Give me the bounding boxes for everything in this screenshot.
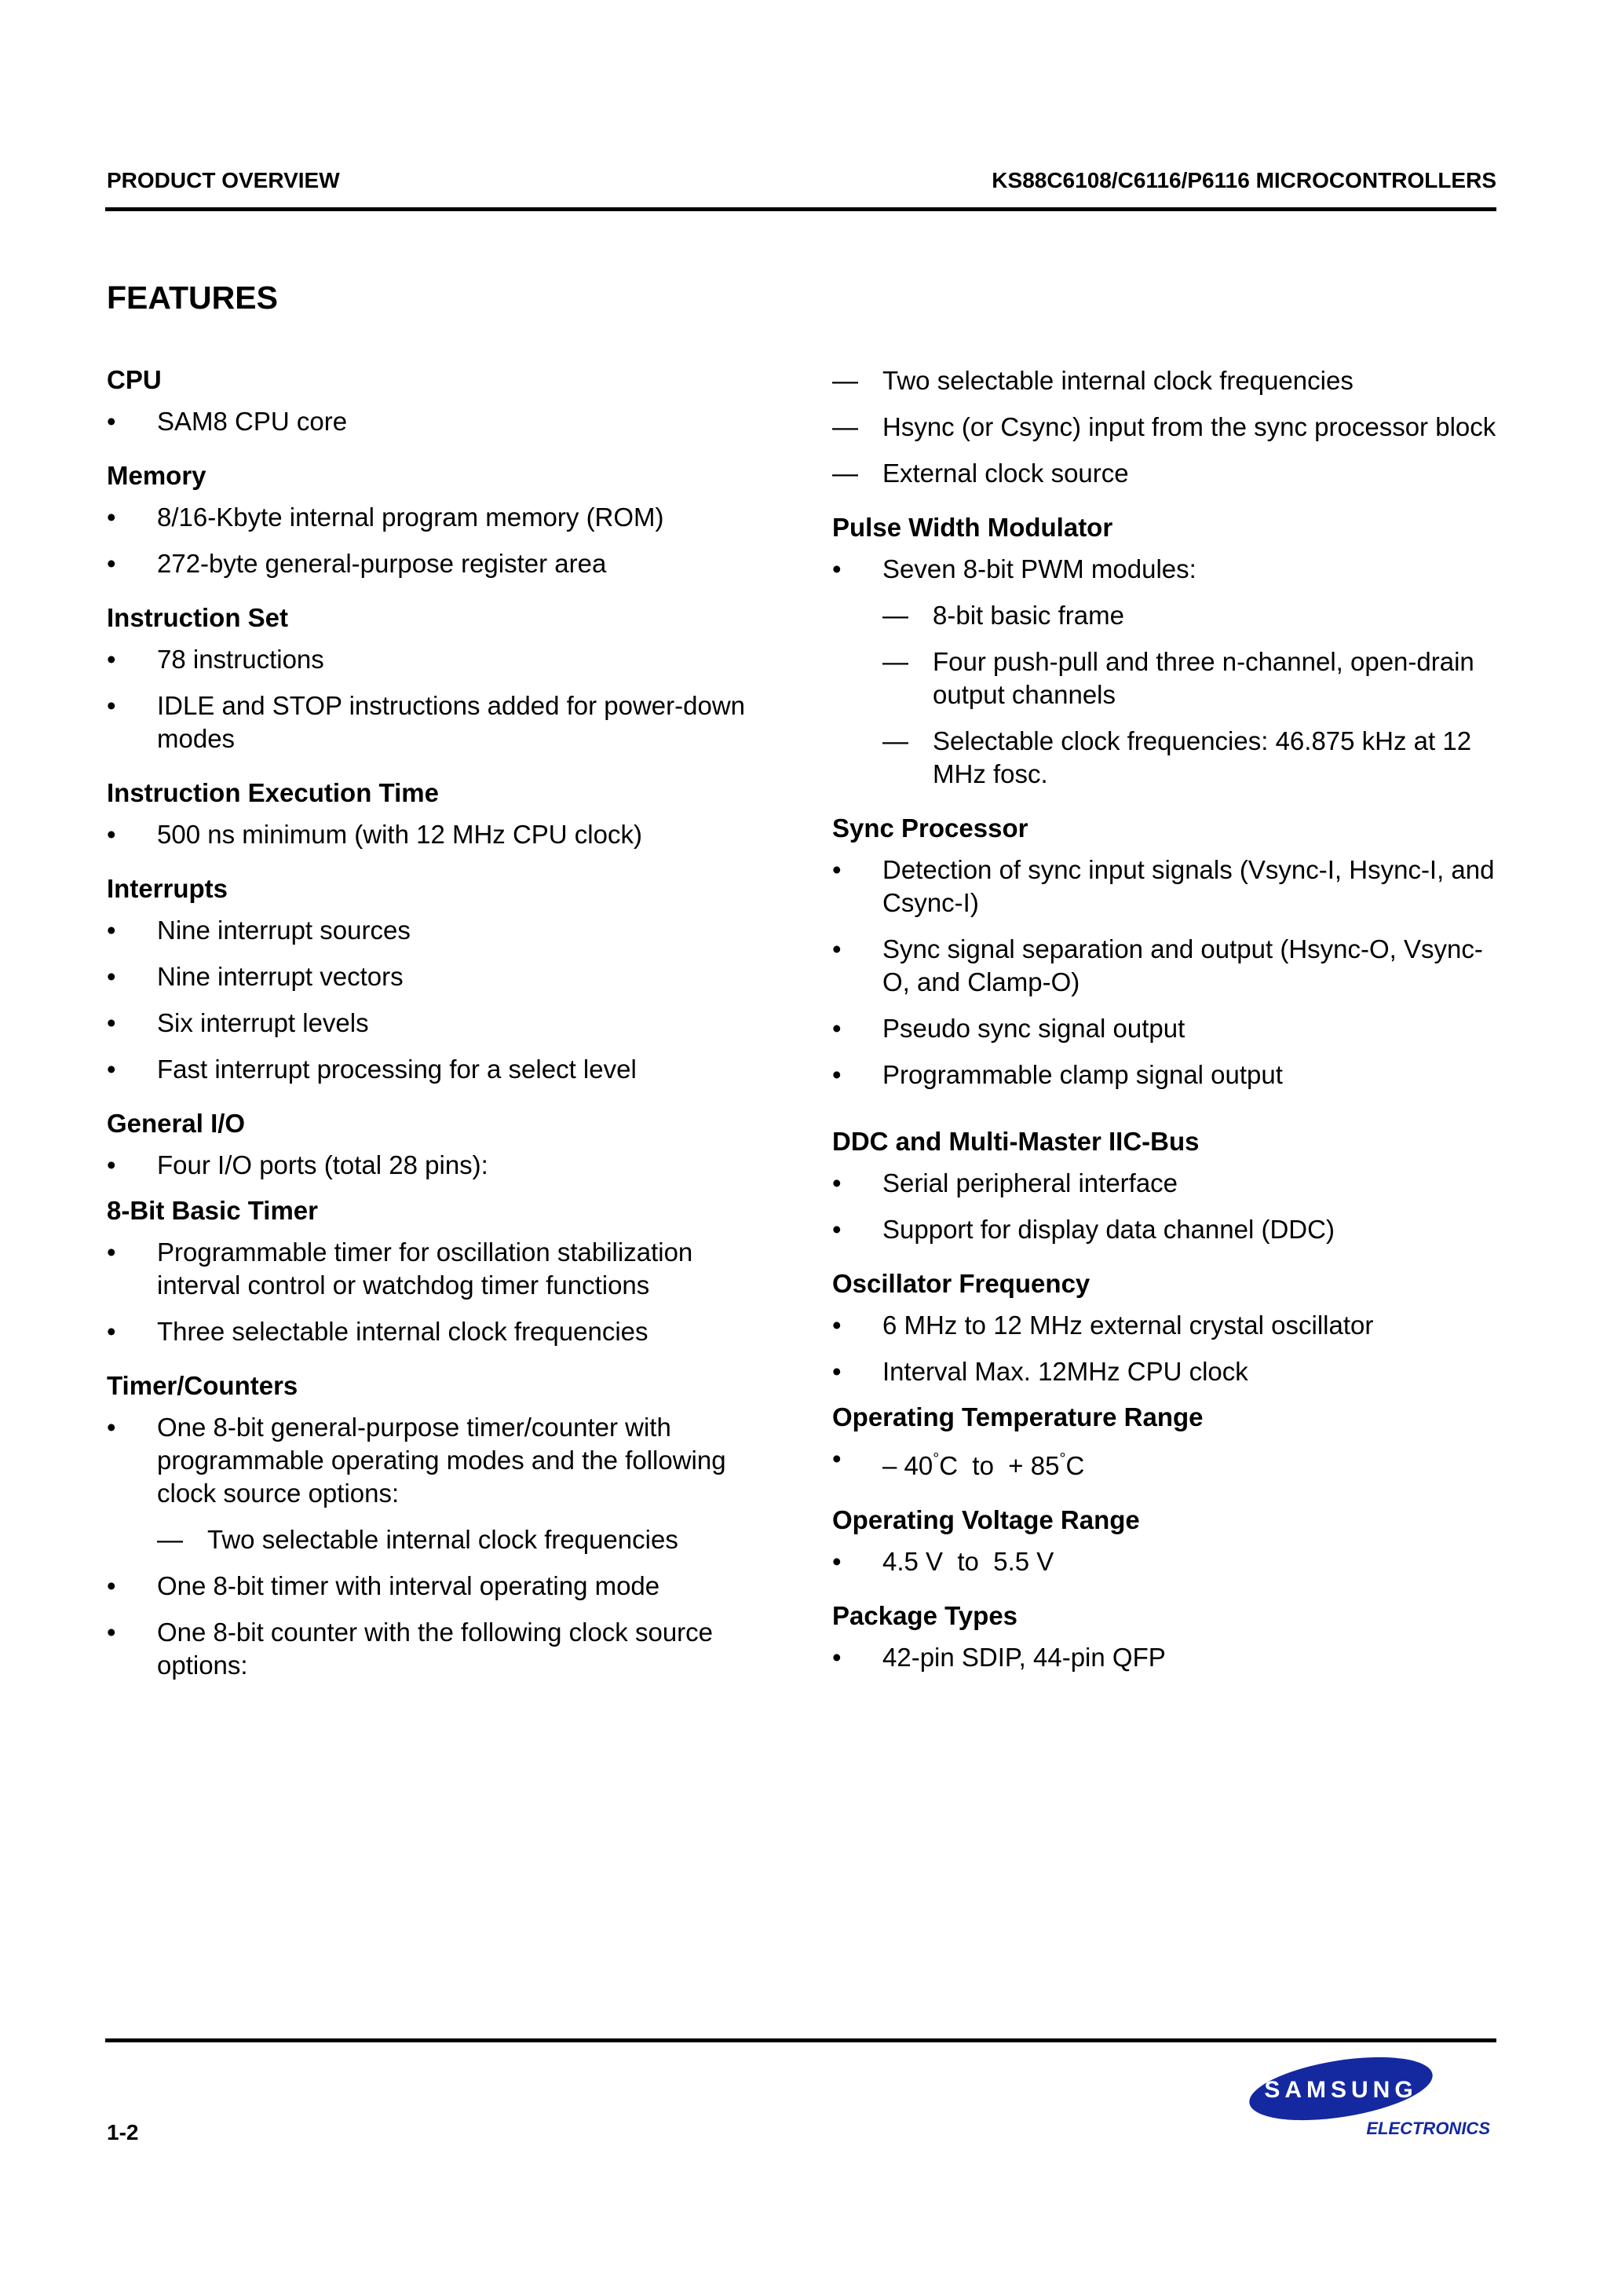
section-memory xyxy=(107,460,782,580)
list-item xyxy=(107,1411,782,1510)
item-text: Three selectable internal clock frequencies xyxy=(157,1317,648,1346)
list-item xyxy=(107,1616,782,1682)
header-rule xyxy=(105,207,1496,211)
bullet-icon: • xyxy=(832,934,842,963)
section-title: Sync Processor xyxy=(832,813,1028,843)
section-title: General I/O xyxy=(107,1109,246,1138)
section-title: Instruction Execution Time xyxy=(107,778,439,807)
list-item xyxy=(832,933,1500,999)
sub-list-item xyxy=(832,364,1500,397)
item-text: Interval Max. 12MHz CPU clock xyxy=(882,1357,1248,1386)
sub-list-item xyxy=(157,1523,782,1556)
item-text: Two selectable internal clock frequencies xyxy=(882,366,1353,395)
dash-icon: — xyxy=(832,459,858,488)
dash-icon: — xyxy=(832,366,858,395)
temp-low: – 40 xyxy=(882,1451,933,1480)
item-text: Detection of sync input signals (Vsync-I, Hsync-I, and Csync-I) xyxy=(882,855,1495,917)
bullet-icon: • xyxy=(832,1357,842,1386)
item-text: External clock source xyxy=(882,459,1129,488)
section-interrupts xyxy=(107,873,782,1086)
list-item xyxy=(107,1149,782,1182)
item-text: Fast interrupt processing for a select level xyxy=(157,1055,637,1084)
logo-sub-text: ELECTRONICS xyxy=(1366,2119,1490,2138)
section-pwm xyxy=(832,512,1500,791)
section-execution-time xyxy=(107,777,782,851)
item-text: Two selectable internal clock frequencies xyxy=(207,1525,678,1554)
list-item xyxy=(832,1213,1500,1246)
list-item xyxy=(107,689,782,755)
list-item xyxy=(107,501,782,534)
section-title: Pulse Width Modulator xyxy=(832,513,1113,542)
bullet-icon: • xyxy=(107,1150,116,1179)
item-text: Nine interrupt sources xyxy=(157,916,411,945)
page-number: 1-2 xyxy=(107,2120,139,2144)
list-item xyxy=(107,1570,782,1603)
section-oscillator xyxy=(832,1268,1500,1388)
section-timer-counters xyxy=(107,1370,782,1682)
degree-symbol: ° xyxy=(1059,1450,1066,1468)
dash-icon: — xyxy=(882,647,908,676)
section-title: 8-Bit Basic Timer xyxy=(107,1196,318,1225)
running-header-right: KS88C6108/C6116/P6116 MICROCONTROLLERS xyxy=(992,168,1496,192)
item-text: 78 instructions xyxy=(157,645,324,674)
logo-brand-text: SAMSUNG xyxy=(1264,2077,1418,2103)
list-item xyxy=(832,1442,1500,1483)
item-text: 500 ns minimum (with 12 MHz CPU clock) xyxy=(157,820,642,849)
samsung-logo xyxy=(1225,2056,1492,2142)
sub-list-item xyxy=(832,457,1500,490)
item-text: Six interrupt levels xyxy=(157,1008,369,1037)
bullet-icon: • xyxy=(832,1311,842,1340)
item-text: Programmable clamp signal output xyxy=(882,1060,1283,1089)
item-text: Nine interrupt vectors xyxy=(157,962,404,991)
temp-unit: C xyxy=(939,1451,959,1480)
sub-list-item xyxy=(882,599,1500,632)
list-item xyxy=(107,914,782,947)
bullet-icon: • xyxy=(107,1618,116,1647)
sub-list-item xyxy=(882,645,1500,711)
bullet-icon: • xyxy=(107,1413,116,1442)
temp-unit: C xyxy=(1065,1451,1085,1480)
sub-list-item xyxy=(882,725,1500,791)
temp-high: + 85 xyxy=(1008,1451,1060,1480)
section-title: Interrupts xyxy=(107,874,228,903)
item-text: 8/16-Kbyte internal program memory (ROM) xyxy=(157,503,664,532)
section-title: Oscillator Frequency xyxy=(832,1269,1090,1298)
list-item xyxy=(107,643,782,676)
right-column xyxy=(832,364,1500,1696)
bullet-icon: • xyxy=(832,1444,842,1473)
list-item xyxy=(832,1309,1500,1342)
bullet-icon: • xyxy=(107,1571,116,1600)
section-title: Memory xyxy=(107,461,206,490)
bullet-icon: • xyxy=(832,554,842,583)
dash-icon: — xyxy=(882,726,908,755)
section-title: Package Types xyxy=(832,1601,1018,1630)
bullet-icon: • xyxy=(107,549,116,578)
running-header-left: PRODUCT OVERVIEW xyxy=(107,168,340,192)
bullet-icon: • xyxy=(832,855,842,884)
list-item xyxy=(832,1641,1500,1674)
item-text: Selectable clock frequencies: 46.875 kHz at 12 MHz fosc. xyxy=(933,726,1472,788)
item-text: 4.5 V to 5.5 V xyxy=(882,1547,1054,1576)
section-voltage xyxy=(832,1504,1500,1578)
item-text: 42-pin SDIP, 44-pin QFP xyxy=(882,1643,1166,1672)
item-text: Pseudo sync signal output xyxy=(882,1014,1185,1043)
bullet-icon: • xyxy=(832,1643,842,1672)
page-title: FEATURES xyxy=(107,280,278,316)
dash-icon: — xyxy=(832,412,858,441)
list-item xyxy=(107,960,782,993)
left-column xyxy=(107,364,782,1704)
section-sync-processor xyxy=(832,813,1500,1091)
item-text: Four I/O ports (total 28 pins): xyxy=(157,1150,488,1179)
item-text: Four push-pull and three n-channel, open-drain output channels xyxy=(933,647,1474,709)
item-text: Serial peripheral interface xyxy=(882,1168,1178,1197)
list-item xyxy=(107,818,782,851)
list-item xyxy=(832,1058,1500,1091)
bullet-icon: • xyxy=(832,1014,842,1043)
list-item xyxy=(832,1355,1500,1388)
list-item xyxy=(832,553,1500,586)
dash-icon: — xyxy=(157,1525,183,1554)
item-text: Support for display data channel (DDC) xyxy=(882,1215,1335,1244)
bullet-icon: • xyxy=(107,691,116,720)
bullet-icon: • xyxy=(107,1238,116,1267)
list-item xyxy=(832,1545,1500,1578)
dash-icon: — xyxy=(882,601,908,630)
list-item xyxy=(107,1315,782,1348)
bullet-icon: • xyxy=(107,1055,116,1084)
bullet-icon: • xyxy=(107,1317,116,1346)
list-item xyxy=(107,1236,782,1302)
section-general-io xyxy=(107,1108,782,1182)
section-title: DDC and Multi-Master IIC-Bus xyxy=(832,1127,1200,1156)
bullet-icon: • xyxy=(107,407,116,436)
item-text: One 8-bit general-purpose timer/counter with programmable operating modes and the following clock source options: xyxy=(157,1413,726,1508)
section-title: Instruction Set xyxy=(107,603,289,632)
section-title: CPU xyxy=(107,365,162,394)
item-text: 6 MHz to 12 MHz external crystal oscillator xyxy=(882,1311,1374,1340)
section-instruction-set xyxy=(107,602,782,755)
item-text: 272-byte general-purpose register area xyxy=(157,549,607,578)
bullet-icon: • xyxy=(107,962,116,991)
bullet-icon: • xyxy=(832,1215,842,1244)
bullet-icon: • xyxy=(832,1168,842,1197)
list-item xyxy=(107,1007,782,1040)
section-package xyxy=(832,1600,1500,1674)
footer-rule xyxy=(105,2038,1496,2042)
section-title: Operating Temperature Range xyxy=(832,1402,1204,1431)
bullet-icon: • xyxy=(832,1547,842,1576)
list-item xyxy=(832,1012,1500,1045)
section-title: Operating Voltage Range xyxy=(832,1505,1140,1534)
section-ddc xyxy=(832,1126,1500,1246)
bullet-icon: • xyxy=(107,645,116,674)
bullet-icon: • xyxy=(832,1060,842,1089)
section-title: Timer/Counters xyxy=(107,1371,298,1400)
item-text: Sync signal separation and output (Hsync-O, Vsync-O, and Clamp-O) xyxy=(882,934,1483,996)
list-item xyxy=(832,1167,1500,1200)
item-text: Seven 8-bit PWM modules: xyxy=(882,554,1196,583)
section-cpu xyxy=(107,364,782,438)
bullet-icon: • xyxy=(107,503,116,532)
bullet-icon: • xyxy=(107,820,116,849)
list-item xyxy=(832,854,1500,919)
section-temperature xyxy=(832,1402,1500,1483)
item-text: One 8-bit timer with interval operating mode xyxy=(157,1571,660,1600)
item-text: One 8-bit counter with the following clock source options: xyxy=(157,1618,714,1680)
list-item xyxy=(107,547,782,580)
temp-to: to xyxy=(972,1451,994,1480)
list-item xyxy=(107,1053,782,1086)
item-text: 8-bit basic frame xyxy=(933,601,1124,630)
item-text: Hsync (or Csync) input from the sync processor block xyxy=(882,412,1496,441)
item-text: SAM8 CPU core xyxy=(157,407,348,436)
bullet-icon: • xyxy=(107,916,116,945)
bullet-icon: • xyxy=(107,1008,116,1037)
item-text: Programmable timer for oscillation stabilization interval control or watchdog timer functions xyxy=(157,1238,693,1300)
section-basic-timer xyxy=(107,1195,782,1348)
list-item xyxy=(107,405,782,438)
degree-symbol: ° xyxy=(933,1450,940,1468)
item-text: IDLE and STOP instructions added for power-down modes xyxy=(157,691,746,753)
section-counter-options-continued xyxy=(832,364,1500,490)
sub-list-item xyxy=(832,411,1500,444)
